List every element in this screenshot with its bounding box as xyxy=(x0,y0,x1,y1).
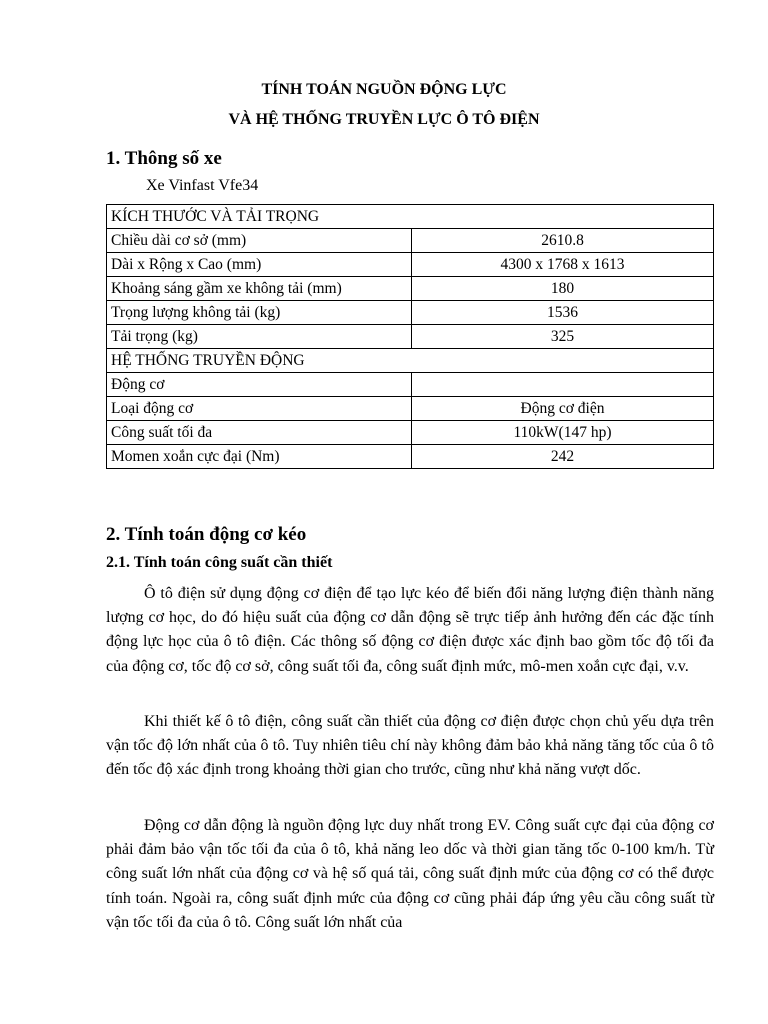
table-row xyxy=(107,397,714,421)
spec-label: Công suất tối đa xyxy=(107,421,412,445)
table-row xyxy=(107,277,714,301)
spec-label: Loại động cơ xyxy=(107,397,412,421)
document-title-line-1: TÍNH TOÁN NGUỒN ĐỘNG LỰC xyxy=(261,81,507,98)
body-paragraph: Khi thiết kế ô tô điện, công suất cần thiết của động cơ điện được chọn chủ yếu dựa trên vận tốc độ lớn nhất của ô tô. Tuy nhiên tiêu chí này không đảm bảo khả năng tăng tốc của ô tô đến tốc độ xác định trong khoảng thời gian cho trước, cũng như khả năng vượt dốc. xyxy=(106,713,714,779)
spec-value: 1536 xyxy=(412,301,714,325)
spec-value: 242 xyxy=(412,445,714,469)
spec-value: 325 xyxy=(412,325,714,349)
section-2-1-subheading: 2.1. Tính toán công suất cần thiết xyxy=(106,554,333,571)
spec-value: 4300 x 1768 x 1613 xyxy=(412,253,714,277)
table-group-header: KÍCH THƯỚC VÀ TẢI TRỌNG xyxy=(107,205,714,229)
document-title-line-2: VÀ HỆ THỐNG TRUYỀN LỰC Ô TÔ ĐIỆN xyxy=(228,111,540,128)
specs-table xyxy=(106,204,714,469)
table-group-header-row xyxy=(107,349,714,373)
table-row xyxy=(107,229,714,253)
table-row xyxy=(107,253,714,277)
car-model-name: Xe Vinfast Vfe34 xyxy=(146,177,259,194)
table-row xyxy=(107,373,714,397)
table-group-header: HỆ THỐNG TRUYỀN ĐỘNG xyxy=(107,349,714,373)
spec-label: Trọng lượng không tải (kg) xyxy=(107,301,412,325)
spec-label: Momen xoắn cực đại (Nm) xyxy=(107,445,412,469)
section-1-heading: 1. Thông số xe xyxy=(106,148,222,169)
spec-value: 180 xyxy=(412,277,714,301)
spec-value xyxy=(412,373,714,397)
table-row xyxy=(107,301,714,325)
spec-label: Dài x Rộng x Cao (mm) xyxy=(107,253,412,277)
section-2-heading: 2. Tính toán động cơ kéo xyxy=(106,524,307,545)
spec-value: 2610.8 xyxy=(412,229,714,253)
table-group-header-row xyxy=(107,205,714,229)
table-row xyxy=(107,421,714,445)
spec-value: Động cơ điện xyxy=(412,397,714,421)
table-row xyxy=(107,325,714,349)
spec-label: Khoảng sáng gầm xe không tải (mm) xyxy=(107,277,412,301)
body-paragraph: Động cơ dẫn động là nguồn động lực duy nhất trong EV. Công suất cực đại của động cơ phải đảm bảo vận tốc tối đa của ô tô, khả năng leo dốc và thời gian tăng tốc 0-100 km/h. Từ công suất lớn nhất của động cơ và hệ số quá tải, công suất định mức của động cơ có thể được tính toán. Ngoài ra, công suất định mức của động cơ cũng phải đáp ứng yêu cầu công suất từ vận tốc tối đa của ô tô. Công suất lớn nhất của xyxy=(106,817,714,931)
spec-label: Động cơ xyxy=(107,373,412,397)
table-row xyxy=(107,445,714,469)
spec-value: 110kW(147 hp) xyxy=(412,421,714,445)
body-paragraph: Ô tô điện sử dụng động cơ điện để tạo lực kéo để biến đổi năng lượng điện thành năng lượng cơ học, do đó hiệu suất của động cơ dẫn động sẽ trực tiếp ảnh hưởng đến các đặc tính động lực học của ô tô điện. Các thông số động cơ điện được xác định bao gồm tốc độ tối đa của động cơ, tốc độ cơ sở, công suất tối đa, công suất định mức, mô-men xoắn cực đại, v.v. xyxy=(106,585,714,675)
spec-label: Tải trọng (kg) xyxy=(107,325,412,349)
spec-label: Chiều dài cơ sở (mm) xyxy=(107,229,412,253)
